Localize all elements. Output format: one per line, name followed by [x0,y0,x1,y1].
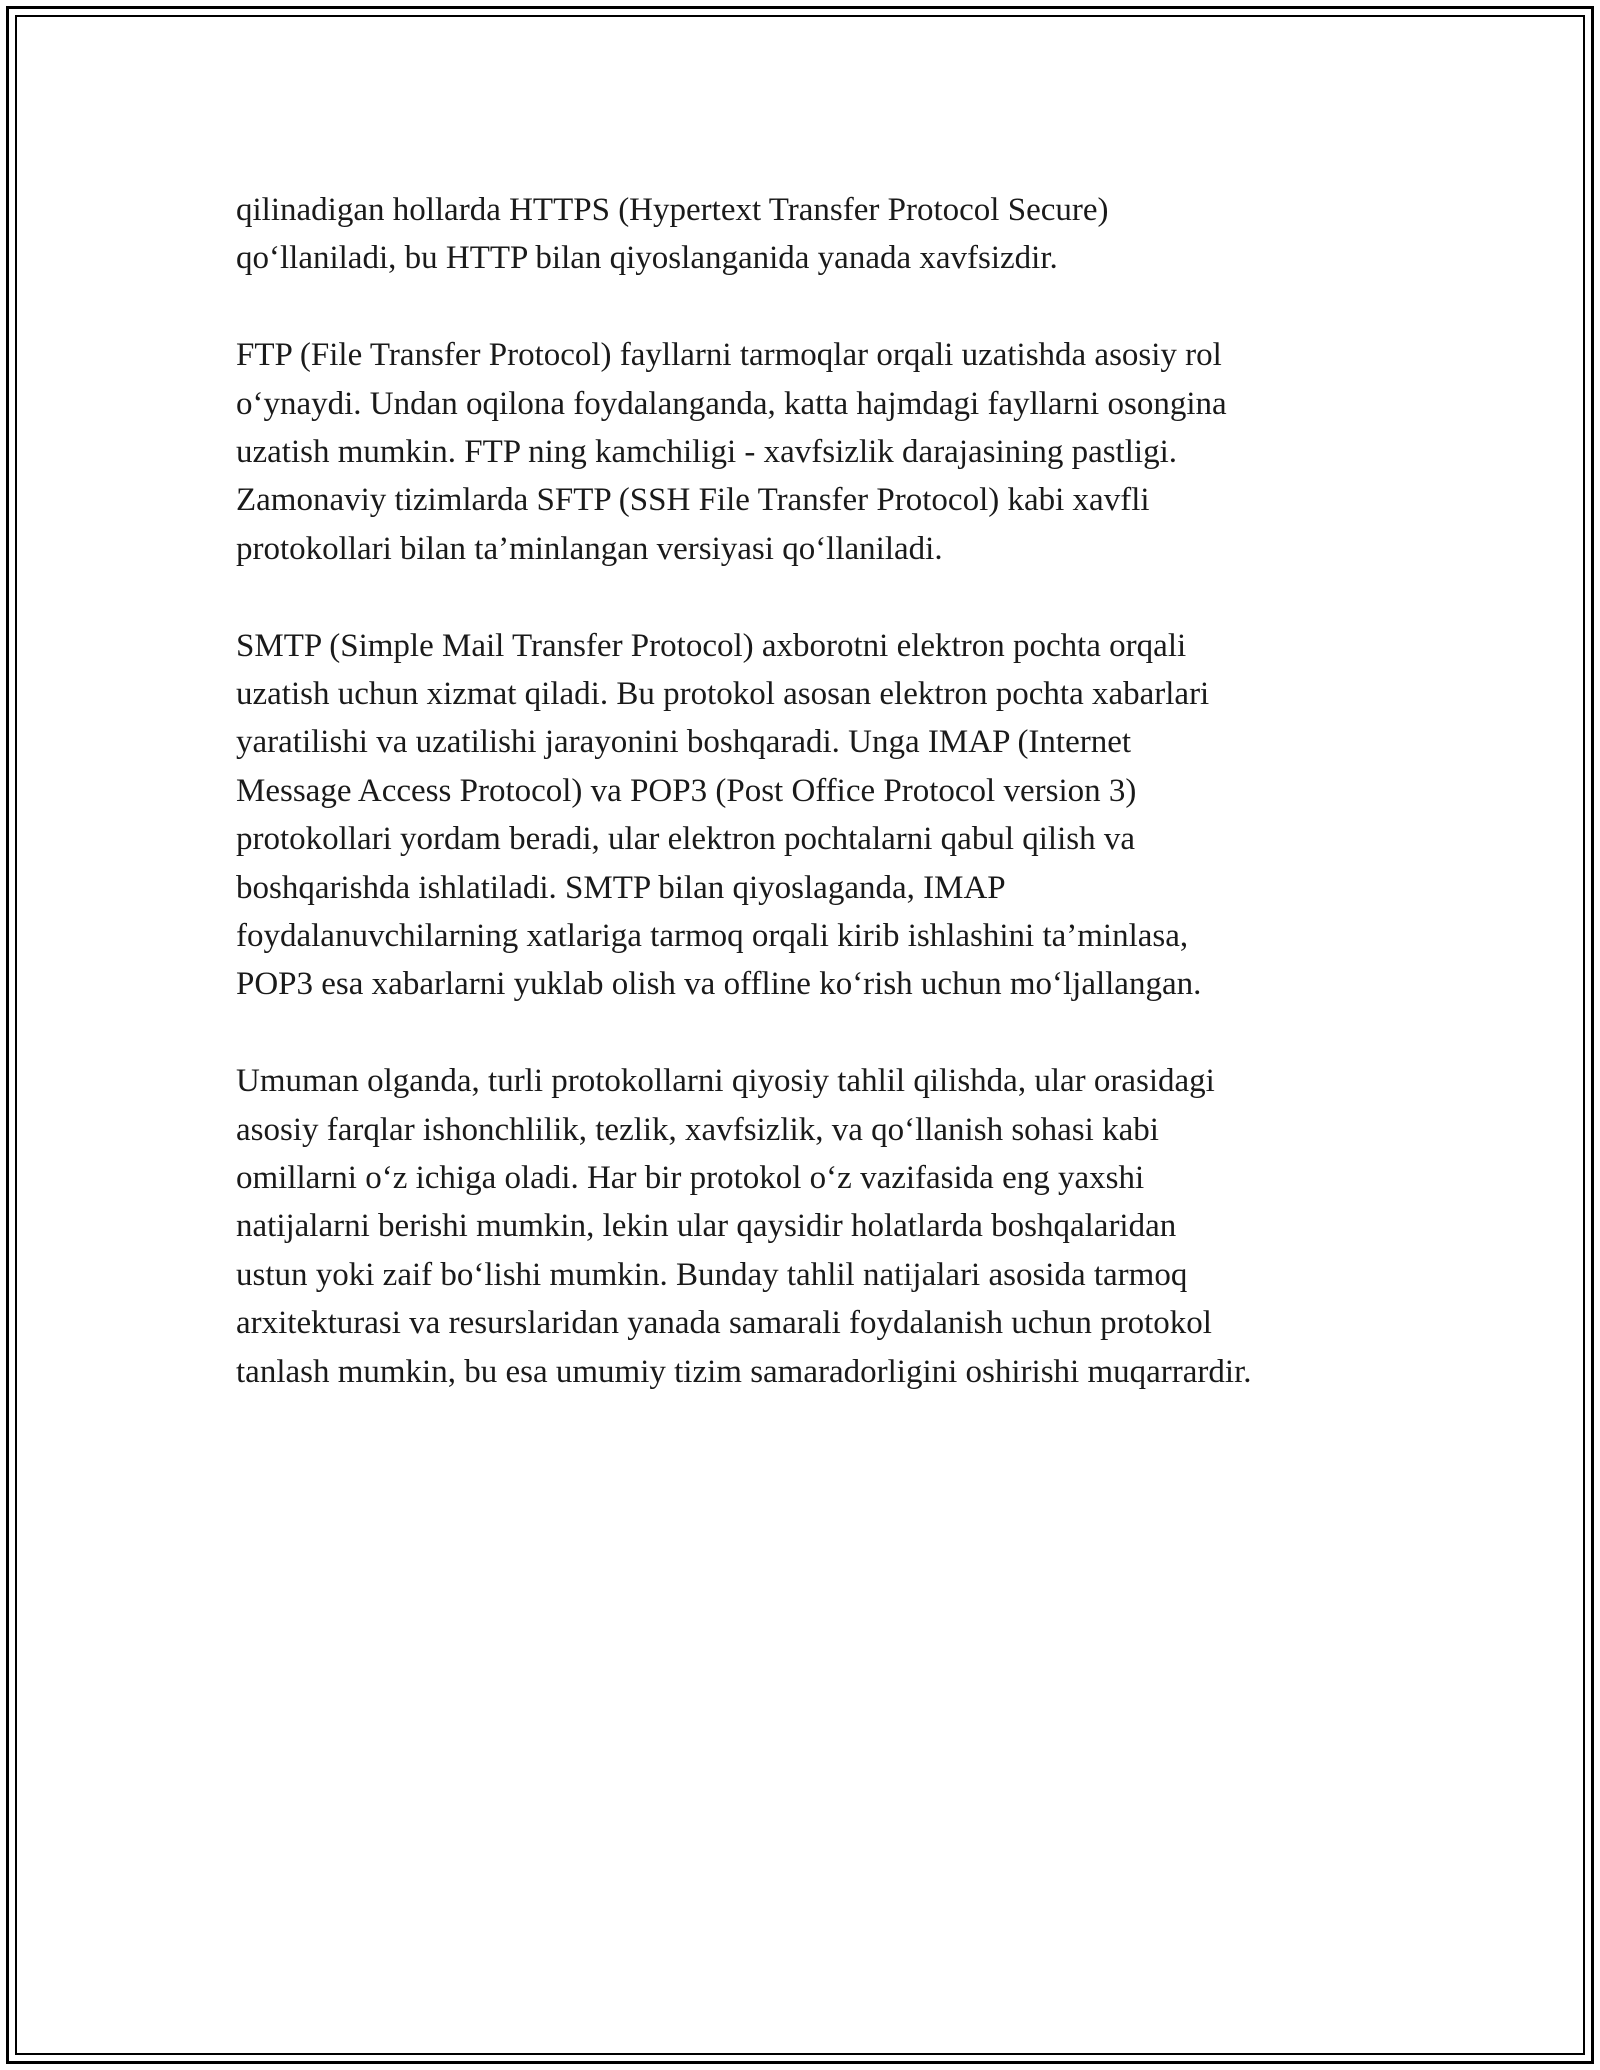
paragraph-https [236,186,1416,283]
text-line: qilinadigan hollarda HTTPS (Hypertext Transfer Protocol Secure) [236,192,1109,228]
text-line: FTP (File Transfer Protocol) fayllarni tarmoqlar orqali uzatishda asosiy rol [236,337,1222,374]
text-line: asosiy farqlar ishonchlilik, tezlik, xavfsizlik, va qo‘llanish sohasi kabi [236,1111,1159,1148]
text-line: tanlash mumkin, bu esa umumiy tizim samaradorligini oshirishi muqarrardir. [236,1353,1252,1390]
paragraph-ftp [236,331,1416,573]
text-line: o‘ynaydi. Undan oqilona foydalanganda, katta hajmdagi fayllarni osongina [236,385,1227,422]
text-line: protokollari yordam beradi, ular elektron pochtalarni qabul qilish va [236,821,1135,858]
text-line: uzatish mumkin. FTP ning kamchiligi - xavfsizlik darajasining pastligi. [236,434,1177,471]
text-line: Message Access Protocol) va POP3 (Post Office Protocol version 3) [236,772,1137,809]
text-line: ustun yoki zaif bo‘lishi mumkin. Bunday tahlil natijalari asosida tarmoq [236,1256,1188,1293]
paragraph-summary [236,1057,1416,1396]
text-line: boshqarishda ishlatiladi. SMTP bilan qiyoslaganda, IMAP [236,869,1006,906]
text-line: yaratilishi va uzatilishi jarayonini boshqaradi. Unga IMAP (Internet [236,724,1132,761]
text-line: Umuman olganda, turli protokollarni qiyosiy tahlil qilishda, ular orasidagi [236,1063,1215,1100]
text-line: qo‘llaniladi, bu HTTP bilan qiyoslanganida yanada xavfsizdir. [236,240,1058,277]
text-line: natijalarni berishi mumkin, lekin ular qaysidir holatlarda boshqalaridan [236,1208,1177,1245]
text-line: omillarni o‘z ichiga oladi. Har bir protokol o‘z vazifasida eng yaxshi [236,1160,1145,1197]
paragraph-smtp [236,622,1416,1009]
document-body [236,186,1416,1445]
text-line: Zamonaviy tizimlarda SFTP (SSH File Transfer Protocol) kabi xavfli [236,482,1150,519]
text-line: uzatish uchun xizmat qiladi. Bu protokol asosan elektron pochta xabarlari [236,676,1210,713]
text-line: POP3 esa xabarlarni yuklab olish va offline ko‘rish uchun mo‘ljallangan. [236,966,1202,1003]
text-line: SMTP (Simple Mail Transfer Protocol) axborotni elektron pochta orqali [236,627,1187,664]
text-line: protokollari bilan ta’minlangan versiyasi qo‘llaniladi. [236,530,943,567]
text-line: arxitekturasi va resurslaridan yanada samarali foydalanish uchun protokol [236,1305,1212,1342]
text-line: foydalanuvchilarning xatlariga tarmoq orqali kirib ishlashini ta’minlasa, [236,918,1189,955]
